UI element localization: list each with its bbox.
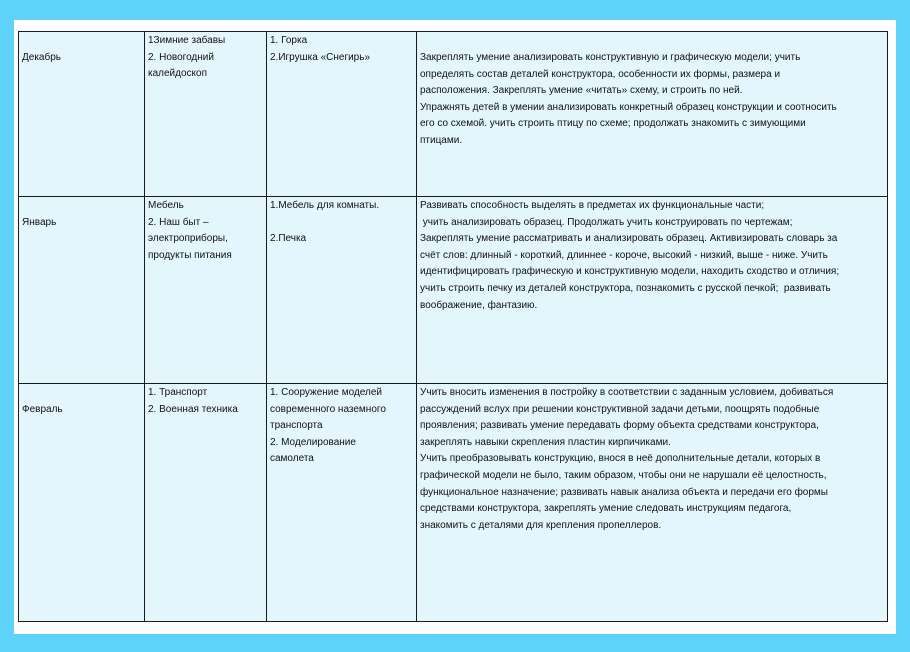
theme-line: калейдоскоп (148, 68, 207, 80)
task-line: Учить вносить изменения в постройку в соответствии с заданным условием, добиваться (420, 387, 834, 398)
theme-line: 2. Военная техника (148, 403, 238, 415)
table-row (19, 384, 888, 622)
task-line: идентифицировать графическую и конструктивную модели, находить сходство и отличия; (420, 266, 840, 278)
topic-line: 1. Горка (270, 35, 308, 46)
theme-line: 2. Новогодний (148, 51, 214, 63)
theme-cell (145, 32, 267, 197)
task-line: знакомить с деталями для крепления пропеллеров. (420, 519, 662, 531)
task-line: Учить преобразовывать конструкцию, внося в неё дополнительные детали, которых в (420, 453, 821, 465)
topic-line: самолета (270, 453, 314, 465)
theme-cell (145, 384, 267, 622)
task-line: проявления; развивать умение передавать форму объекта средствами конструктора, (420, 420, 819, 432)
topic-line (270, 215, 413, 232)
month-cell (19, 32, 145, 197)
task-line: счёт слов: длинный - короткий, длиннее - короче, высокий - низкий, выше - ниже. Учить (420, 249, 828, 261)
topic-line: 2.Игрушка «Снегирь» (270, 51, 371, 63)
lesson-plan-table (18, 31, 888, 622)
month-label: Февраль (22, 404, 63, 415)
month-label: Январь (22, 217, 57, 228)
task-line: птицами. (420, 134, 463, 146)
task-line: средствами конструктора, закреплять умение следовать инструкциям педагога, (420, 503, 792, 515)
month-cell (19, 197, 145, 384)
task-line: воображение, фантазию. (420, 299, 538, 311)
table-row (19, 197, 888, 384)
task-line: учить строить печку из деталей конструктора, познакомить с русской печкой; развивать (420, 282, 831, 294)
topic-line: 2. Моделирование (270, 436, 356, 448)
task-line: его со схемой. учить строить птицу по схеме; продолжать знакомить с зимующими (420, 118, 806, 130)
task-line: Закреплять умение рассматривать и анализировать образец. Активизировать словарь за (420, 233, 838, 245)
task-line: Развивать способность выделять в предметах их функциональные части; (420, 200, 765, 211)
table-row (19, 32, 888, 197)
tasks-cell (417, 32, 888, 197)
document-page (14, 20, 896, 634)
topic-line: современного наземного (270, 403, 386, 415)
task-line: функциональное назначение; развивать навык анализа объекта и передачи его формы (420, 486, 828, 498)
topic-cell (267, 197, 417, 384)
theme-line: 1. Транспорт (148, 387, 208, 398)
tasks-cell (417, 197, 888, 384)
topic-cell (267, 32, 417, 197)
month-label: Декабрь (22, 52, 61, 63)
month-cell (19, 384, 145, 622)
topic-line: 1. Сооружение моделей (270, 387, 382, 398)
topic-line: 2.Печка (270, 233, 307, 245)
topic-line: транспорта (270, 420, 323, 432)
theme-cell (145, 197, 267, 384)
task-line: определять состав деталей конструктора, особенности их формы, размера и (420, 68, 781, 80)
theme-line: электроприборы, (148, 233, 228, 245)
topic-line: 1.Мебель для комнаты. (270, 200, 380, 211)
task-line: учить анализировать образец. Продолжать учить конструировать по чертежам; (420, 216, 793, 228)
task-line: графической модели не было, таким образом, чтобы они не нарушали её целостность, (420, 469, 827, 481)
topic-cell (267, 384, 417, 622)
theme-line: продукты питания (148, 249, 232, 261)
task-line: Упражнять детей в умении анализировать конкретный образец конструкции и соотносить (420, 101, 837, 113)
theme-line: 2. Наш быт – (148, 216, 209, 228)
theme-line: 1Зимние забавы (148, 35, 226, 46)
task-line: расположения. Закреплять умение «читать» схему, и строить по ней. (420, 85, 743, 97)
tasks-cell (417, 384, 888, 622)
task-line: Закреплять умение анализировать конструктивную и графическую модели; учить (420, 52, 801, 63)
task-line: закреплять навыки скрепления пластин кирпичиками. (420, 436, 671, 448)
task-line: рассуждений вслух при решении конструктивной задачи детьми, поощрять подобные (420, 403, 820, 415)
theme-line: Мебель (148, 200, 184, 211)
